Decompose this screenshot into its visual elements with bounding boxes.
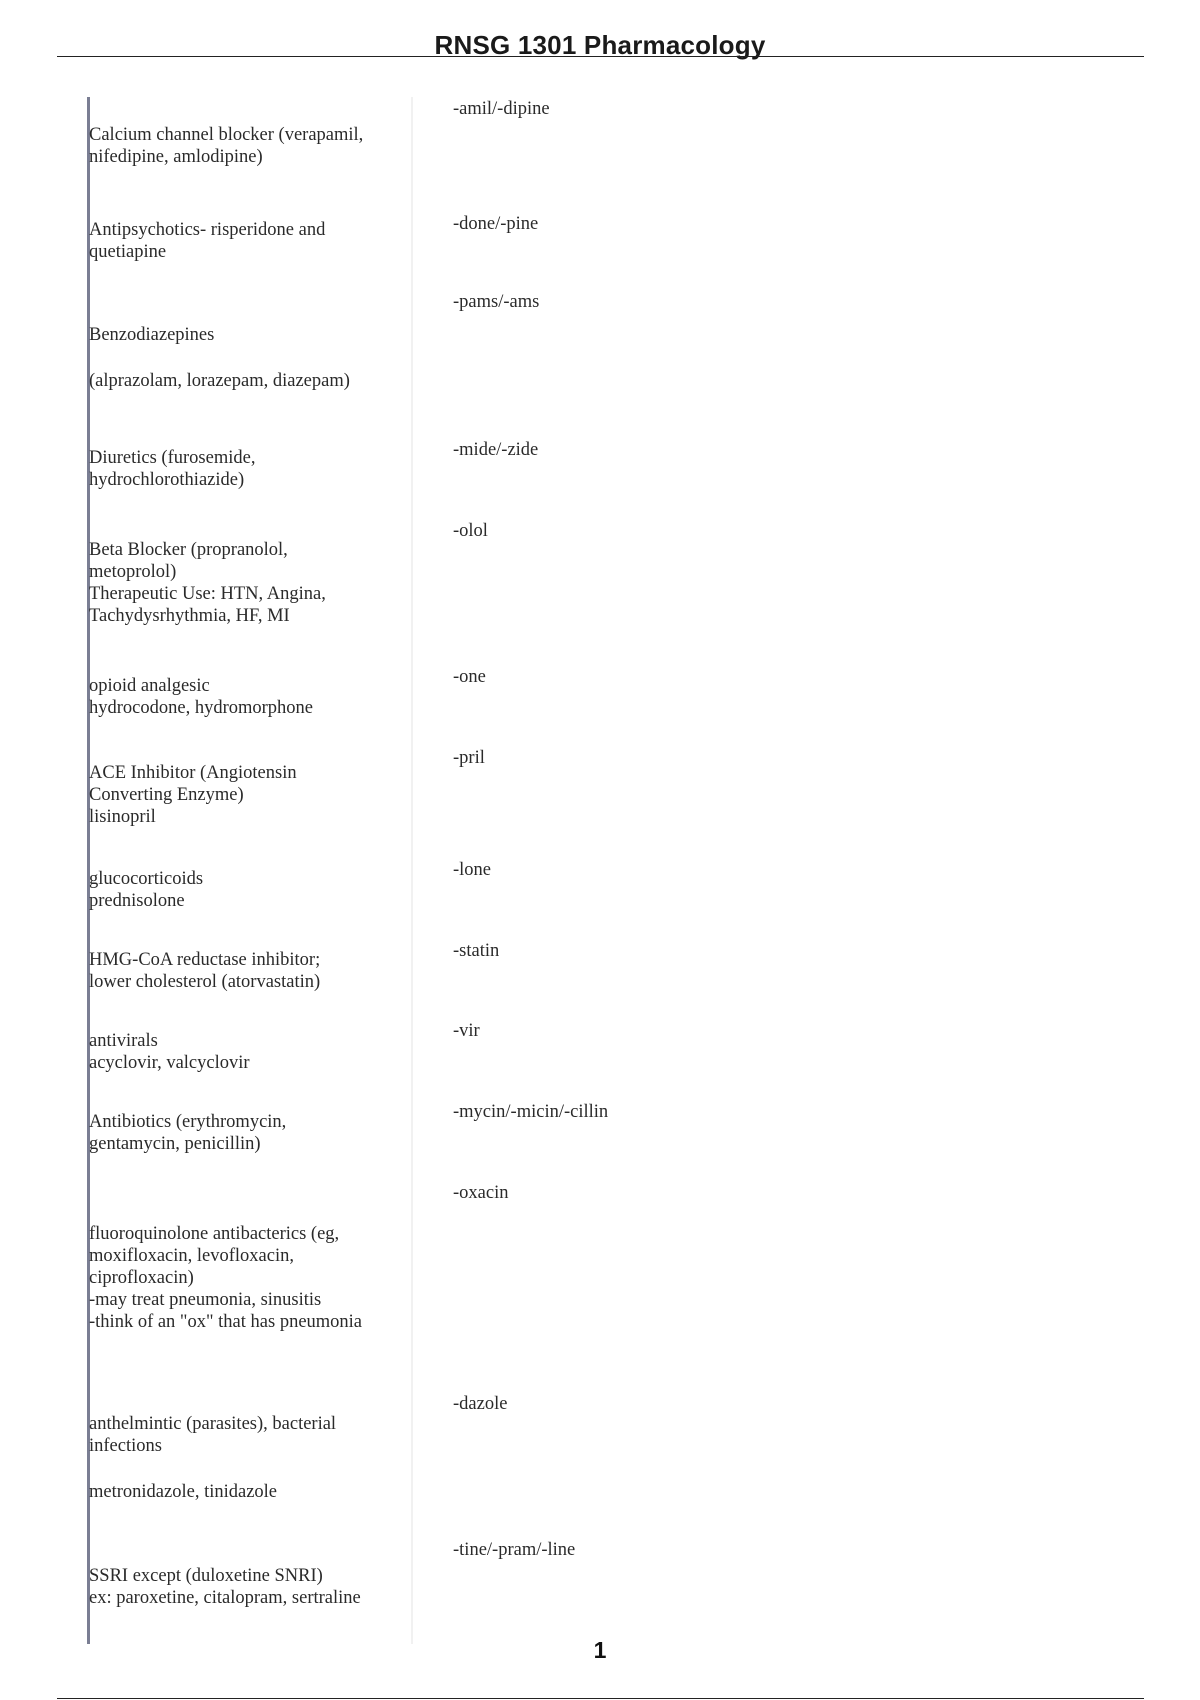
term-line: Therapeutic Use: HTN, Angina,	[89, 584, 326, 604]
term-line: Antibiotics (erythromycin,	[89, 1112, 287, 1132]
page-title: RNSG 1301 Pharmacology	[434, 30, 766, 60]
term-line: Converting Enzyme)	[89, 785, 244, 805]
definition-beta-blocker: -olol	[453, 521, 488, 541]
definition-benzodiazepines: -pams/-ams	[453, 292, 540, 312]
term-line: lower cholesterol (atorvastatin)	[89, 972, 321, 992]
footer-rule	[57, 1698, 1144, 1699]
term-line: ex: paroxetine, citalopram, sertraline	[89, 1588, 361, 1608]
definition-hmg-coa-reductase-inhibitor: -statin	[453, 941, 500, 961]
term-benzodiazepines	[89, 324, 409, 392]
definition-ace-inhibitor: -pril	[453, 748, 485, 768]
term-calcium-channel-blocker	[89, 124, 409, 168]
term-line: (alprazolam, lorazepam, diazepam)	[89, 371, 350, 391]
term-hmg-coa-reductase-inhibitor	[89, 949, 409, 993]
term-glucocorticoids	[89, 868, 409, 912]
term-line: -may treat pneumonia, sinusitis	[89, 1290, 322, 1310]
column-divider	[411, 97, 413, 1644]
definition-diuretics: -mide/-zide	[453, 440, 539, 460]
term-line: glucocorticoids	[89, 869, 204, 889]
definition-antivirals: -vir	[453, 1021, 480, 1041]
term-antibiotics	[89, 1111, 409, 1155]
page-number: 1	[593, 1637, 607, 1663]
term-diuretics	[89, 447, 409, 491]
term-line: lisinopril	[89, 807, 156, 827]
term-line: Beta Blocker (propranolol,	[89, 540, 288, 560]
term-ace-inhibitor	[89, 762, 409, 828]
term-line: Diuretics (furosemide,	[89, 448, 256, 468]
term-line	[89, 1457, 409, 1481]
definition-opioid-analgesic: -one	[453, 667, 486, 687]
term-line: Benzodiazepines	[89, 325, 215, 345]
term-line: prednisolone	[89, 891, 185, 911]
definition-glucocorticoids: -lone	[453, 860, 492, 880]
term-opioid-analgesic	[89, 675, 409, 719]
term-line: quetiapine	[89, 242, 167, 262]
definition-antipsychotics: -done/-pine	[453, 214, 539, 234]
definition-anthelmintic: -dazole	[453, 1394, 508, 1414]
definition-antibiotics: -mycin/-micin/-cillin	[453, 1102, 609, 1122]
term-line: infections	[89, 1436, 162, 1456]
term-line: anthelmintic (parasites), bacterial	[89, 1414, 337, 1434]
header-rule	[57, 56, 1144, 57]
term-beta-blocker	[89, 539, 409, 627]
term-line: Calcium channel blocker (verapamil,	[89, 125, 364, 145]
term-line: SSRI except (duloxetine SNRI)	[89, 1566, 323, 1586]
definition-calcium-channel-blocker: -amil/-dipine	[453, 99, 550, 119]
term-line: metronidazole, tinidazole	[89, 1482, 278, 1502]
definition-ssri: -tine/-pram/-line	[453, 1540, 576, 1560]
term-line: gentamycin, penicillin)	[89, 1134, 261, 1154]
term-line: hydrocodone, hydromorphone	[89, 698, 314, 718]
term-line: ciprofloxacin)	[89, 1268, 194, 1288]
term-anthelmintic	[89, 1413, 409, 1503]
term-line: metoprolol)	[89, 562, 177, 582]
term-line: acyclovir, valcyclovir	[89, 1053, 250, 1073]
term-line: fluoroquinolone antibacterics (eg,	[89, 1224, 340, 1244]
term-line: nifedipine, amlodipine)	[89, 147, 263, 167]
term-line: opioid analgesic	[89, 676, 210, 696]
term-line: ACE Inhibitor (Angiotensin	[89, 763, 297, 783]
term-antipsychotics	[89, 219, 409, 263]
term-line	[89, 346, 409, 370]
term-antivirals	[89, 1030, 409, 1074]
term-fluoroquinolone	[89, 1223, 409, 1333]
term-ssri	[89, 1565, 409, 1609]
term-line: Antipsychotics- risperidone and	[89, 220, 326, 240]
term-line: HMG-CoA reductase inhibitor;	[89, 950, 321, 970]
definition-fluoroquinolone: -oxacin	[453, 1183, 509, 1203]
term-line: antivirals	[89, 1031, 158, 1051]
term-line: hydrochlorothiazide)	[89, 470, 245, 490]
term-line: -think of an "ox" that has pneumonia	[89, 1312, 363, 1332]
term-line: moxifloxacin, levofloxacin,	[89, 1246, 294, 1266]
term-line: Tachydysrhythmia, HF, MI	[89, 606, 290, 626]
